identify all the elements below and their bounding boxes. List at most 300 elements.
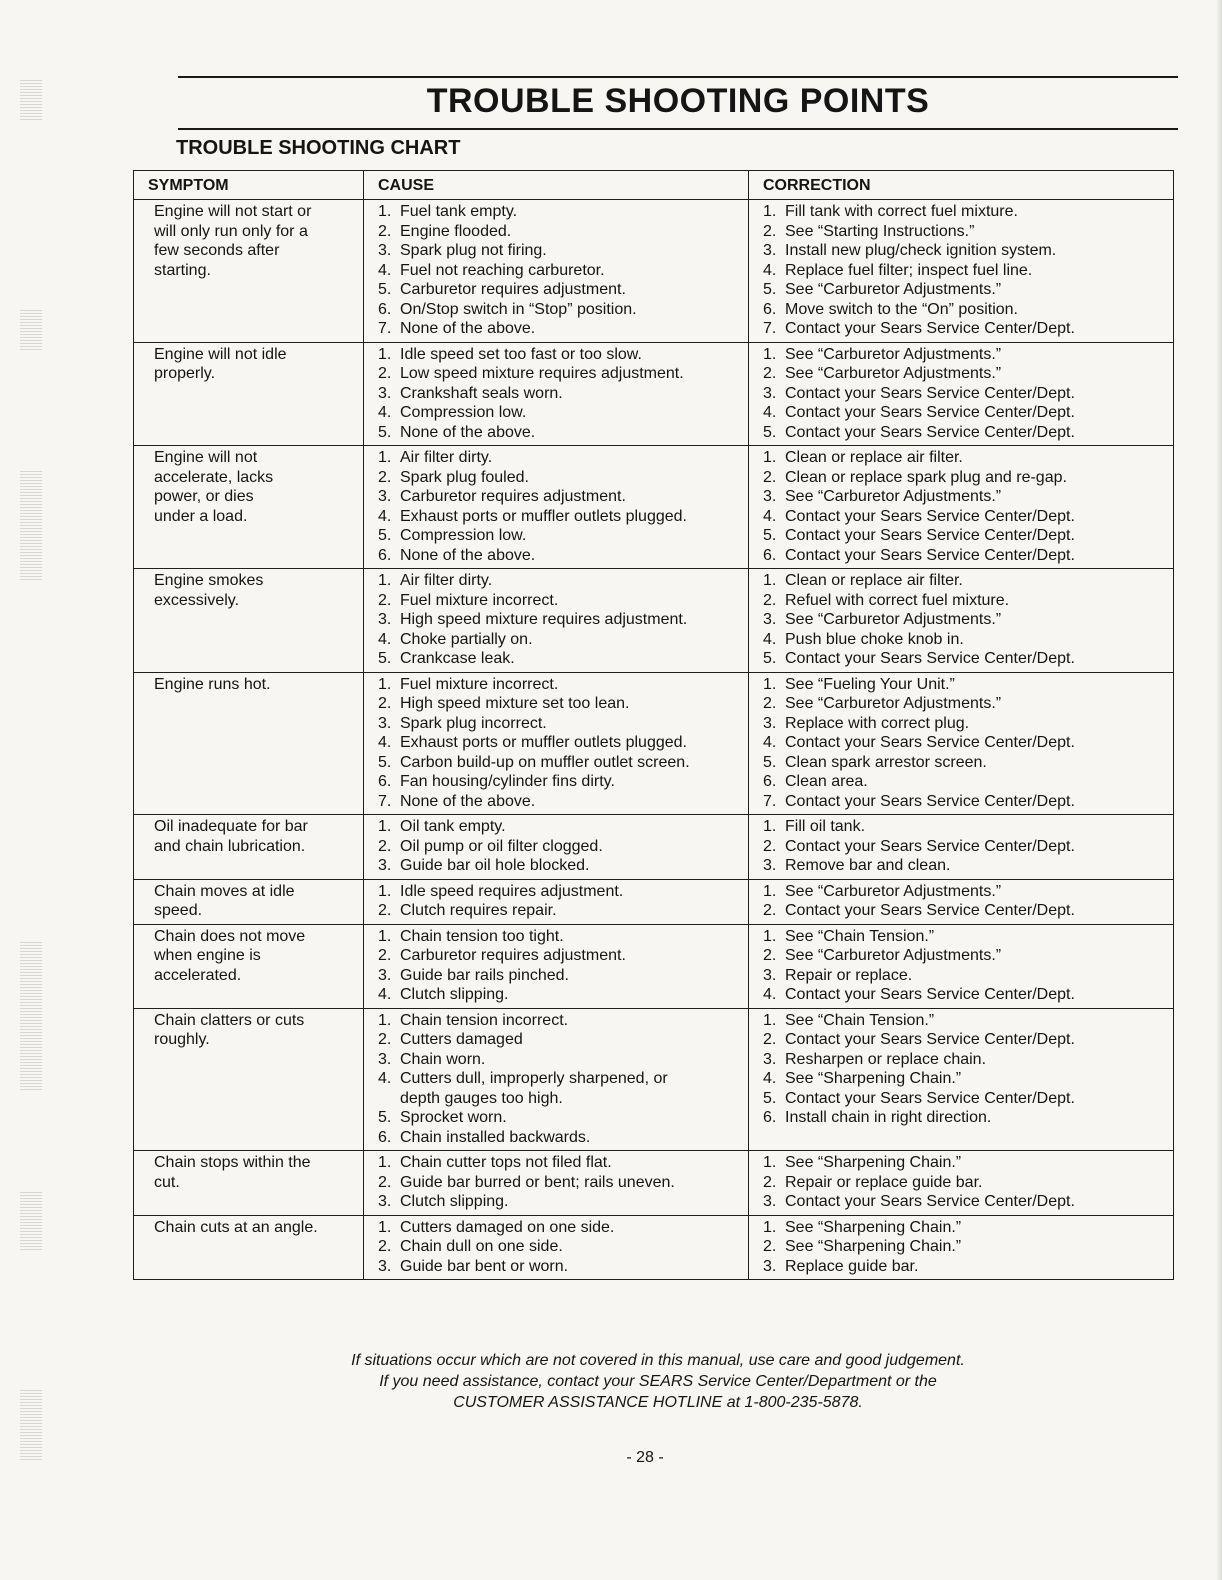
item-number: 1. [378, 345, 392, 363]
correction-item [763, 1089, 1163, 1109]
item-number: 6. [378, 773, 392, 790]
correction-item [763, 714, 1163, 734]
item-number: 3. [378, 242, 392, 259]
correction-item [763, 241, 1163, 261]
correction-cell [749, 200, 1174, 343]
cause-item [378, 526, 738, 546]
cause-text: Fuel mixture incorrect. [400, 675, 559, 693]
symptom-text: Chain cuts at an angle. [154, 1218, 318, 1236]
cause-cell [364, 815, 749, 880]
correction-text: Fill tank with correct fuel mixture. [785, 203, 1018, 220]
correction-text: See “Carburetor Adjustments.” [785, 611, 1002, 628]
cause-item [378, 792, 738, 812]
cause-text: Cutters damaged on one side. [400, 1218, 615, 1236]
symptom-text: Engine smokes excessively. [154, 572, 264, 609]
cause-list [378, 345, 738, 443]
cause-cell [364, 1008, 749, 1151]
item-number: 4. [378, 507, 392, 525]
item-number: 2. [378, 695, 392, 712]
cause-item [378, 946, 738, 966]
cause-text: Chain installed backwards. [400, 1128, 591, 1146]
cause-item [378, 448, 738, 468]
cause-text: None of the above. [400, 423, 536, 441]
cause-text: Crankcase leak. [400, 650, 515, 667]
cause-item [378, 364, 738, 384]
cause-item [378, 507, 738, 527]
correction-text: See “Carburetor Adjustments.” [785, 947, 1002, 964]
item-number: 6. [763, 773, 777, 790]
symptom-cell [134, 924, 364, 1008]
cause-list [378, 882, 738, 921]
cause-item [378, 423, 738, 443]
symptom-cell [134, 200, 364, 343]
item-number: 1. [378, 818, 392, 835]
correction-item [763, 384, 1163, 404]
cause-item [378, 694, 738, 714]
item-number: 6. [763, 1109, 777, 1126]
cause-item [378, 714, 738, 734]
correction-item [763, 526, 1163, 546]
symptom-text: Chain moves at idle speed. [154, 882, 295, 919]
table-row [134, 924, 1174, 1008]
cause-item [378, 649, 738, 669]
symptom-text: Chain clatters or cuts roughly. [154, 1011, 305, 1048]
item-number: 3. [378, 1050, 392, 1068]
cause-item [378, 772, 738, 792]
cause-text: Compression low. [400, 404, 527, 421]
item-number: 1. [378, 449, 392, 466]
correction-text: See “Sharpening Chain.” [785, 1070, 962, 1087]
item-number: 1. [378, 1011, 392, 1029]
cause-item [378, 403, 738, 423]
correction-cell [749, 1151, 1174, 1216]
correction-item [763, 1257, 1163, 1277]
table-row [134, 879, 1174, 924]
cause-text: Clutch requires repair. [400, 902, 557, 919]
correction-text: Replace with correct plug. [785, 714, 970, 732]
cause-item [378, 202, 738, 222]
cause-text: None of the above. [400, 546, 536, 564]
correction-text: Contact your Sears Service Center/Dept. [785, 837, 1075, 855]
item-number: 2. [378, 365, 392, 382]
correction-cell [749, 569, 1174, 673]
correction-cell [749, 815, 1174, 880]
cause-text: Chain worn. [400, 1050, 486, 1068]
item-number: 1. [763, 675, 777, 693]
cause-text: High speed mixture requires adjustment. [400, 611, 688, 628]
cause-text: Idle speed set too fast or too slow. [400, 345, 642, 363]
item-number: 5. [763, 650, 777, 667]
correction-text: Contact your Sears Service Center/Dept. [785, 320, 1075, 337]
cause-item [378, 1218, 738, 1238]
cause-text: Carburetor requires adjustment. [400, 281, 626, 298]
cause-text: Fuel mixture incorrect. [400, 591, 559, 609]
item-number: 4. [763, 630, 777, 648]
correction-item [763, 817, 1163, 837]
cause-list [378, 202, 738, 339]
item-number: 2. [378, 1238, 392, 1255]
header-correction: CORRECTION [749, 171, 1174, 200]
cause-cell [364, 1151, 749, 1216]
cause-cell [364, 879, 749, 924]
cause-text: Sprocket worn. [400, 1109, 507, 1126]
correction-item [763, 546, 1163, 566]
symptom-cell [134, 342, 364, 446]
cause-item [378, 610, 738, 630]
scan-edge [1216, 0, 1222, 1580]
correction-item [763, 1011, 1163, 1031]
cause-item [378, 280, 738, 300]
cause-text: On/Stop switch in “Stop” position. [400, 300, 637, 318]
cause-text: Chain tension incorrect. [400, 1011, 569, 1029]
correction-text: Clean or replace air filter. [785, 449, 963, 466]
cause-item [378, 817, 738, 837]
correction-item [763, 1069, 1163, 1089]
correction-item [763, 300, 1163, 320]
correction-text: Install new plug/check ignition system. [785, 242, 1057, 259]
correction-text: Fill oil tank. [785, 818, 866, 835]
correction-list [763, 882, 1163, 921]
cause-text: Air filter dirty. [400, 449, 493, 466]
header-symptom: SYMPTOM [134, 171, 364, 200]
correction-list [763, 202, 1163, 339]
correction-cell [749, 1215, 1174, 1280]
item-number: 1. [378, 675, 392, 693]
correction-item [763, 649, 1163, 669]
correction-item [763, 733, 1163, 753]
item-number: 2. [763, 468, 777, 486]
correction-text: See “Carburetor Adjustments.” [785, 488, 1002, 505]
correction-text: Clean or replace spark plug and re-gap. [785, 468, 1067, 486]
correction-item [763, 261, 1163, 281]
cause-text: Carburetor requires adjustment. [400, 488, 626, 505]
correction-item [763, 222, 1163, 242]
cause-item [378, 319, 738, 339]
correction-text: Contact your Sears Service Center/Dept. [785, 1031, 1075, 1048]
correction-item [763, 630, 1163, 650]
correction-item [763, 856, 1163, 876]
cause-text: Fan housing/cylinder fins dirty. [400, 773, 615, 790]
symptom-cell [134, 569, 364, 673]
correction-item [763, 772, 1163, 792]
cause-text: Idle speed requires adjustment. [400, 882, 624, 900]
correction-item [763, 1030, 1163, 1050]
cause-item [378, 985, 738, 1005]
correction-list [763, 448, 1163, 565]
cause-text: Spark plug incorrect. [400, 714, 547, 732]
item-number: 1. [763, 572, 777, 589]
item-number: 3. [763, 857, 777, 874]
symptom-cell [134, 1008, 364, 1151]
correction-item [763, 1237, 1163, 1257]
correction-item [763, 345, 1163, 365]
cause-item [378, 1257, 738, 1277]
item-number: 4. [763, 261, 777, 279]
item-number: 7. [763, 320, 777, 337]
item-number: 5. [378, 527, 392, 544]
item-number: 5. [378, 1109, 392, 1126]
header-cause: CAUSE [364, 171, 749, 200]
correction-text: Refuel with correct fuel mixture. [785, 591, 1010, 609]
symptom-text: Engine runs hot. [154, 675, 271, 693]
cause-text: Guide bar oil hole blocked. [400, 857, 590, 874]
symptom-text: Engine will not accelerate, lacks power, or dies under a load. [154, 449, 274, 525]
item-number: 3. [378, 1257, 392, 1275]
note-line: If situations occur which are not covered in this manual, use care and good judgement. [351, 1352, 965, 1369]
cause-cell [364, 924, 749, 1008]
correction-text: Contact your Sears Service Center/Dept. [785, 404, 1075, 421]
symptom-cell [134, 879, 364, 924]
item-number: 3. [763, 1050, 777, 1068]
correction-text: See “Starting Instructions.” [785, 222, 975, 240]
correction-list [763, 927, 1163, 1005]
correction-list [763, 817, 1163, 876]
item-number: 5. [763, 281, 777, 298]
cause-text: Oil tank empty. [400, 818, 506, 835]
scan-artifact [20, 1190, 42, 1250]
item-number: 6. [378, 300, 392, 318]
correction-text: See “Carburetor Adjustments.” [785, 882, 1002, 900]
item-number: 2. [763, 695, 777, 712]
table-header-row [134, 171, 1174, 200]
cause-text: Fuel not reaching carburetor. [400, 261, 605, 279]
cause-text: Engine flooded. [400, 222, 512, 240]
cause-item [378, 856, 738, 876]
chart-title: TROUBLE SHOOTING CHART [176, 137, 461, 159]
top-rule [178, 76, 1178, 78]
cause-item [378, 1108, 738, 1128]
cause-list [378, 817, 738, 876]
cause-item [378, 261, 738, 281]
item-number: 3. [378, 1193, 392, 1210]
item-number: 3. [378, 714, 392, 732]
correction-text: Contact your Sears Service Center/Dept. [785, 546, 1075, 564]
cause-item [378, 345, 738, 365]
cause-text: Carburetor requires adjustment. [400, 947, 626, 964]
cause-item [378, 1173, 738, 1193]
item-number: 5. [763, 423, 777, 441]
cause-list [378, 675, 738, 812]
cause-text: None of the above. [400, 792, 536, 810]
cause-text: Spark plug not firing. [400, 242, 547, 259]
correction-cell [749, 672, 1174, 815]
correction-text: Contact your Sears Service Center/Dept. [785, 507, 1075, 525]
item-number: 2. [763, 1238, 777, 1255]
item-number: 2. [763, 1031, 777, 1048]
correction-item [763, 882, 1163, 902]
table-row [134, 815, 1174, 880]
item-number: 2. [378, 902, 392, 919]
cause-item [378, 1153, 738, 1173]
cause-text: Oil pump or oil filter clogged. [400, 837, 603, 855]
item-number: 5. [763, 527, 777, 544]
correction-item [763, 1192, 1163, 1212]
scan-artifact [20, 470, 42, 580]
cause-list [378, 571, 738, 669]
cause-text: Air filter dirty. [400, 572, 493, 589]
item-number: 4. [378, 734, 392, 751]
correction-text: See “Carburetor Adjustments.” [785, 365, 1002, 382]
item-number: 1. [378, 203, 392, 220]
item-number: 4. [378, 404, 392, 421]
cause-item [378, 1069, 738, 1108]
cause-item [378, 222, 738, 242]
item-number: 5. [378, 281, 392, 298]
correction-list [763, 571, 1163, 669]
item-number: 1. [763, 818, 777, 835]
page-number: - 28 - [626, 1449, 664, 1466]
correction-item [763, 571, 1163, 591]
item-number: 3. [763, 384, 777, 402]
item-number: 6. [378, 546, 392, 564]
cause-item [378, 241, 738, 261]
correction-text: See “Sharpening Chain.” [785, 1238, 962, 1255]
cause-item [378, 546, 738, 566]
correction-text: Remove bar and clean. [785, 857, 951, 874]
trouble-shooting-table [133, 170, 1174, 1280]
correction-text: Install chain in right direction. [785, 1109, 992, 1126]
item-number: 4. [378, 1070, 392, 1087]
table-row [134, 569, 1174, 673]
cause-cell [364, 342, 749, 446]
correction-item [763, 792, 1163, 812]
cause-item [378, 1237, 738, 1257]
item-number: 4. [763, 986, 777, 1003]
correction-item [763, 280, 1163, 300]
correction-item [763, 927, 1163, 947]
item-number: 4. [763, 1070, 777, 1087]
item-number: 4. [378, 630, 392, 648]
item-number: 1. [378, 882, 392, 900]
correction-item [763, 364, 1163, 384]
correction-item [763, 423, 1163, 443]
correction-item [763, 966, 1163, 986]
symptom-text: Engine will not start or will only run only for a few seconds after starting. [154, 203, 312, 279]
item-number: 6. [378, 1128, 392, 1146]
correction-list [763, 675, 1163, 812]
correction-item [763, 507, 1163, 527]
correction-item [763, 1108, 1163, 1128]
item-number: 2. [763, 947, 777, 964]
correction-item [763, 1218, 1163, 1238]
item-number: 3. [763, 714, 777, 732]
correction-text: See “Chain Tension.” [785, 1011, 935, 1029]
item-number: 3. [378, 857, 392, 874]
correction-text: Contact your Sears Service Center/Dept. [785, 792, 1075, 810]
correction-list [763, 1218, 1163, 1277]
item-number: 5. [763, 753, 777, 771]
correction-text: Clean spark arrestor screen. [785, 753, 987, 771]
correction-text: Clean area. [785, 773, 868, 790]
item-number: 3. [763, 1257, 777, 1275]
correction-item [763, 694, 1163, 714]
cause-text: Chain dull on one side. [400, 1238, 563, 1255]
item-number: 3. [763, 242, 777, 259]
cause-item [378, 384, 738, 404]
cause-item [378, 1011, 738, 1031]
cause-item [378, 837, 738, 857]
item-number: 1. [763, 927, 777, 945]
item-number: 7. [763, 792, 777, 810]
item-number: 5. [763, 1089, 777, 1107]
correction-text: Contact your Sears Service Center/Dept. [785, 986, 1075, 1003]
cause-text: None of the above. [400, 320, 536, 337]
symptom-cell [134, 446, 364, 569]
correction-item [763, 1173, 1163, 1193]
correction-item [763, 403, 1163, 423]
correction-item [763, 675, 1163, 695]
correction-item [763, 946, 1163, 966]
item-number: 7. [378, 320, 392, 337]
symptom-cell [134, 672, 364, 815]
page-title: TROUBLE SHOOTING POINTS [426, 82, 930, 120]
item-number: 2. [378, 591, 392, 609]
item-number: 1. [763, 1154, 777, 1171]
cause-cell [364, 672, 749, 815]
correction-text: See “Fueling Your Unit.” [785, 675, 955, 693]
cause-list [378, 927, 738, 1005]
item-number: 2. [378, 468, 392, 486]
item-number: 1. [763, 449, 777, 466]
cause-text: Guide bar bent or worn. [400, 1257, 569, 1275]
item-number: 2. [763, 591, 777, 609]
assistance-note [178, 1350, 1138, 1413]
item-number: 4. [763, 734, 777, 751]
item-number: 2. [763, 902, 777, 919]
correction-text: See “Chain Tension.” [785, 927, 935, 945]
cause-item [378, 675, 738, 695]
item-number: 3. [763, 488, 777, 505]
cause-text: Guide bar burred or bent; rails uneven. [400, 1173, 675, 1191]
correction-text: Push blue choke knob in. [785, 630, 964, 648]
cause-item [378, 591, 738, 611]
correction-text: See “Carburetor Adjustments.” [785, 281, 1002, 298]
correction-item [763, 610, 1163, 630]
item-number: 1. [763, 882, 777, 900]
item-number: 1. [378, 1154, 392, 1171]
table-row [134, 672, 1174, 815]
correction-item [763, 901, 1163, 921]
cause-list [378, 448, 738, 565]
item-number: 3. [378, 611, 392, 628]
correction-text: Contact your Sears Service Center/Dept. [785, 902, 1075, 919]
note-line: If you need assistance, contact your SEARS Service Center/Department or the [379, 1373, 937, 1390]
cause-text: Low speed mixture requires adjustment. [400, 365, 684, 382]
cause-text: Clutch slipping. [400, 1193, 509, 1210]
cause-cell [364, 569, 749, 673]
cause-item [378, 901, 738, 921]
cause-item [378, 630, 738, 650]
item-number: 2. [378, 1173, 392, 1191]
symptom-text: Chain does not move when engine is accelerated. [154, 927, 306, 984]
item-number: 1. [763, 345, 777, 363]
symptom-cell [134, 815, 364, 880]
item-number: 2. [378, 947, 392, 964]
correction-item [763, 1050, 1163, 1070]
table-row [134, 446, 1174, 569]
correction-text: Contact your Sears Service Center/Dept. [785, 1089, 1075, 1107]
cause-text: Crankshaft seals worn. [400, 384, 563, 402]
item-number: 4. [763, 507, 777, 525]
scan-artifact [20, 310, 42, 350]
correction-text: See “Carburetor Adjustments.” [785, 695, 1002, 712]
note-line: CUSTOMER ASSISTANCE HOTLINE at 1-800-235-5878. [453, 1394, 863, 1411]
item-number: 3. [763, 1193, 777, 1210]
correction-text: Contact your Sears Service Center/Dept. [785, 734, 1075, 751]
item-number: 2. [763, 222, 777, 240]
item-number: 1. [378, 927, 392, 945]
item-number: 2. [763, 837, 777, 855]
